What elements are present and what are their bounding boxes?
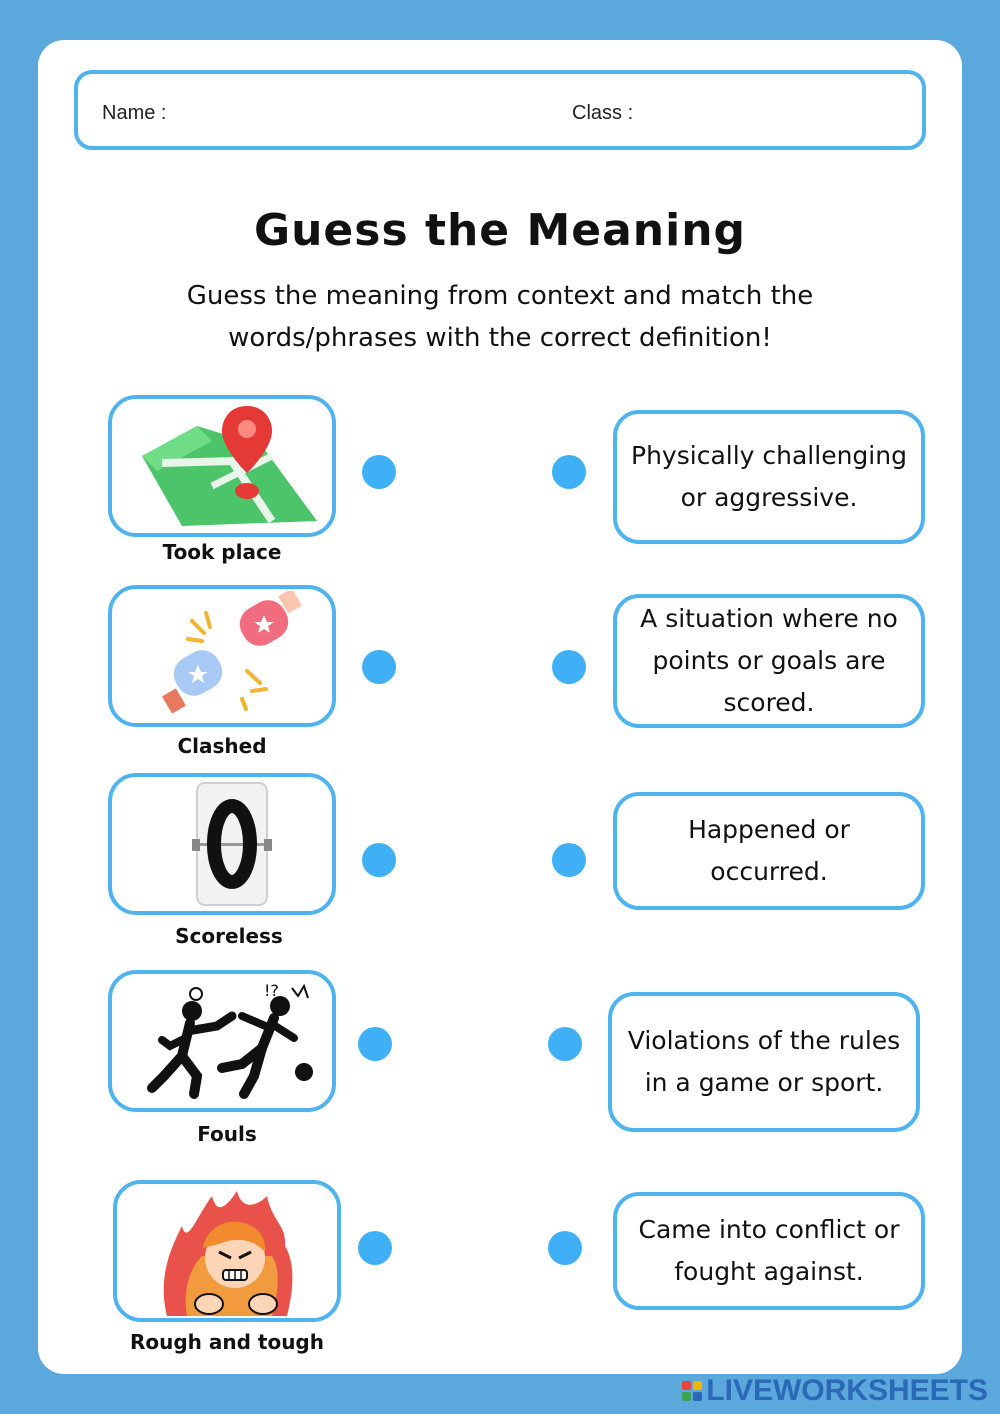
student-info-box: [74, 70, 926, 150]
definition-text-2: A situation where no points or goals are scored.: [640, 604, 898, 717]
word-match-dot-2[interactable]: [362, 650, 396, 684]
word-match-dot-5[interactable]: [358, 1231, 392, 1265]
definition-box-5: [613, 1192, 925, 1310]
foul-players-icon: [122, 976, 322, 1106]
definition-match-dot-4[interactable]: [548, 1027, 582, 1061]
definition-text-5: Came into conflict or fought against.: [638, 1215, 900, 1286]
definition-box-1: [613, 410, 925, 544]
definition-box-2: [613, 594, 925, 728]
definition-match-dot-1[interactable]: [552, 455, 586, 489]
angry-person-icon: [127, 1186, 327, 1316]
word-match-dot-1[interactable]: [362, 455, 396, 489]
liveworksheets-brand: [682, 1374, 988, 1408]
definition-match-dot-2[interactable]: [552, 650, 586, 684]
boxing-gloves-icon: [122, 591, 322, 721]
name-label: Name :: [102, 102, 167, 124]
word-image-fouls: [108, 970, 336, 1112]
word-match-dot-4[interactable]: [358, 1027, 392, 1061]
svg-text:!?: !?: [264, 981, 279, 1000]
definition-match-dot-5[interactable]: [548, 1231, 582, 1265]
word-label-fouls: Fouls: [197, 1122, 257, 1146]
definition-text-1: Physically challenging or aggressive.: [631, 441, 907, 512]
definition-box-3: [613, 792, 925, 910]
word-label-scoreless: Scoreless: [175, 924, 283, 948]
page-title: Guess the Meaning: [253, 205, 747, 256]
definition-match-dot-3[interactable]: [552, 843, 586, 877]
word-label-took-place: Took place: [162, 540, 282, 564]
definition-text-4: Violations of the rules in a game or sport.: [627, 1026, 901, 1097]
word-image-clashed: [108, 585, 336, 727]
brand-text: LIVEWORKSHEETS: [706, 1374, 988, 1407]
word-image-rough-and-tough: [113, 1180, 341, 1322]
instructions: Guess the meaning from context and match the words/phrases with the correct definition!: [186, 281, 814, 353]
word-image-scoreless: [108, 773, 336, 915]
class-label: Class :: [572, 102, 634, 124]
liveworksheets-logo-icon: [682, 1381, 702, 1401]
definition-text-3: Happened or occurred.: [688, 815, 850, 886]
word-match-dot-3[interactable]: [362, 843, 396, 877]
definition-box-4: [608, 992, 920, 1132]
map-pin-icon: [122, 401, 322, 531]
word-label-rough-and-tough: Rough and tough: [129, 1330, 324, 1354]
flip-counter-zero-icon: [122, 779, 322, 909]
word-label-clashed: Clashed: [177, 734, 267, 758]
word-image-took-place: [108, 395, 336, 537]
